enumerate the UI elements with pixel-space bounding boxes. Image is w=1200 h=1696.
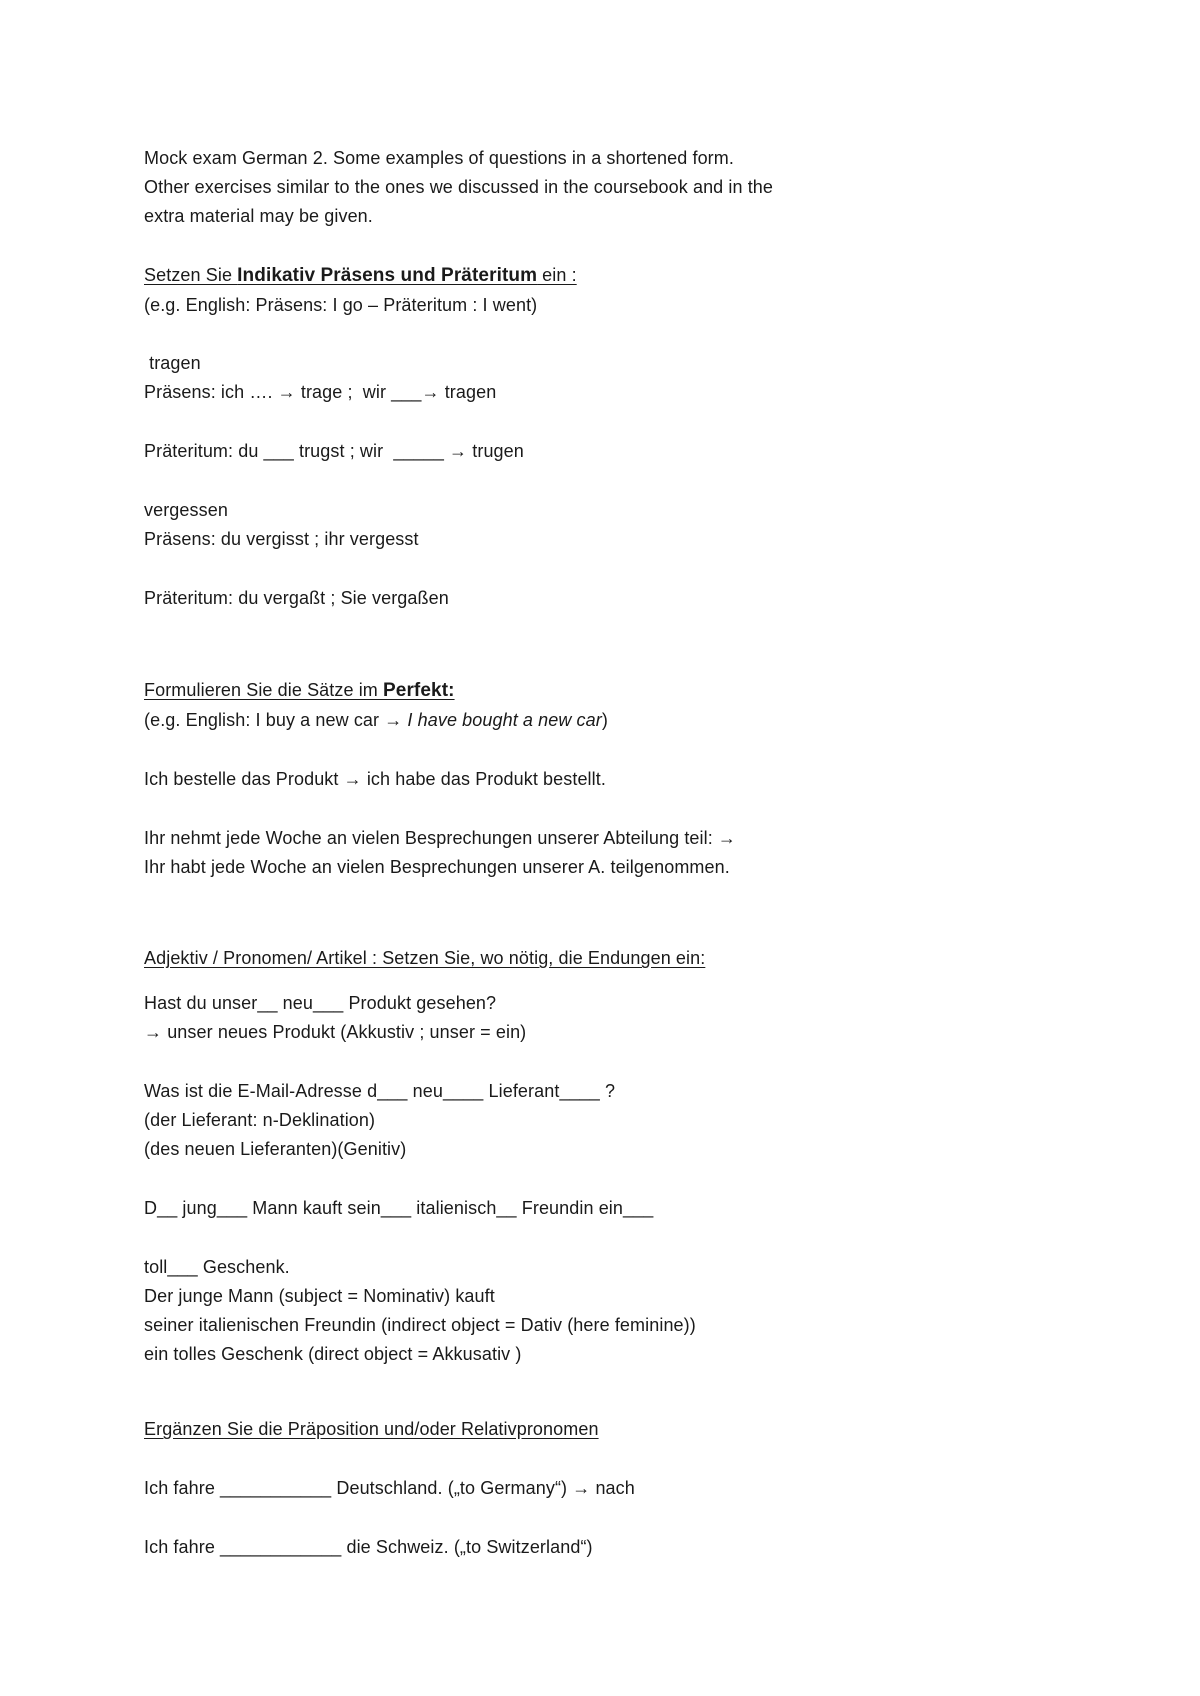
section3-heading: Adjektiv / Pronomen/ Artikel : Setzen Sie, wo nötig, die Endungen ein: (144, 948, 706, 968)
section2-example-post: ) (601, 710, 608, 730)
intro-line-3: extra material may be given. (144, 206, 373, 226)
section3-answer-3a: Der junge Mann (subject = Nominativ) kauft (144, 1286, 495, 1306)
section3-answer-3b: seiner italienischen Freundin (indirect object = Dativ (here feminine)) (144, 1315, 696, 1335)
section1-heading-pre: Setzen Sie (144, 265, 238, 285)
section4-question-2: Ich fahre ____________ die Schweiz. („to Switzerland“) (144, 1537, 593, 1557)
section3-answer-1: → unser neues Produkt (Akkustiv ; unser = ein) (144, 1022, 527, 1042)
intro-line-1: Mock exam German 2. Some examples of questions in a shortened form. (144, 148, 734, 168)
section3-answer-3c: ein tolles Geschenk (direct object = Akkusativ ) (144, 1344, 522, 1364)
section1-heading (144, 264, 577, 287)
section3-question-3a: D__ jung___ Mann kauft sein___ italienisch__ Freundin ein___ (144, 1198, 654, 1218)
section2-example (144, 709, 608, 731)
verb1-praesens: Präsens: ich …. → trage ; wir ___→ tragen (144, 382, 497, 402)
verb2-praeteritum: Präteritum: du vergaßt ; Sie vergaßen (144, 588, 449, 608)
section1-heading-post: ein : (537, 265, 577, 285)
section2-heading-bold: Perfekt: (383, 680, 455, 701)
section4-question-1: Ich fahre ___________ Deutschland. („to Germany“) → nach (144, 1478, 635, 1498)
intro-line-2: Other exercises similar to the ones we discussed in the coursebook and in the (144, 177, 774, 197)
section3-question-1: Hast du unser__ neu___ Produkt gesehen? (144, 993, 497, 1013)
section3-question-3b: toll___ Geschenk. (144, 1257, 290, 1277)
section3-answer-2b: (des neuen Lieferanten)(Genitiv) (144, 1139, 407, 1159)
section2-sentence-1: Ich bestelle das Produkt → ich habe das Produkt bestellt. (144, 769, 606, 789)
section3-answer-2a: (der Lieferant: n-Deklination) (144, 1110, 376, 1130)
section4-heading: Ergänzen Sie die Präposition und/oder Relativpronomen (144, 1419, 599, 1439)
section1-example: (e.g. English: Präsens: I go – Präteritum : I went) (144, 295, 538, 315)
verb2-praesens: Präsens: du vergisst ; ihr vergesst (144, 529, 419, 549)
verb1-praeteritum: Präteritum: du ___ trugst ; wir _____ → trugen (144, 441, 524, 461)
section2-example-italic: I have bought a new car (407, 710, 602, 730)
section2-example-pre: (e.g. English: I buy a new car → (144, 710, 408, 730)
verb2-label: vergessen (144, 500, 228, 520)
verb1-label: tragen (144, 353, 201, 373)
section3-question-2: Was ist die E-Mail-Adresse d___ neu____ Lieferant____ ? (144, 1081, 616, 1101)
section1-heading-bold: Indikativ Präsens und Präteritum (237, 265, 538, 286)
section2-heading-pre: Formulieren Sie die Sätze im (144, 680, 383, 700)
section2-sentence-2a: Ihr nehmt jede Woche an vielen Besprechungen unserer Abteilung teil: → (144, 828, 737, 848)
section2-heading (144, 679, 455, 702)
section2-sentence-2b: Ihr habt jede Woche an vielen Besprechungen unserer A. teilgenommen. (144, 857, 730, 877)
